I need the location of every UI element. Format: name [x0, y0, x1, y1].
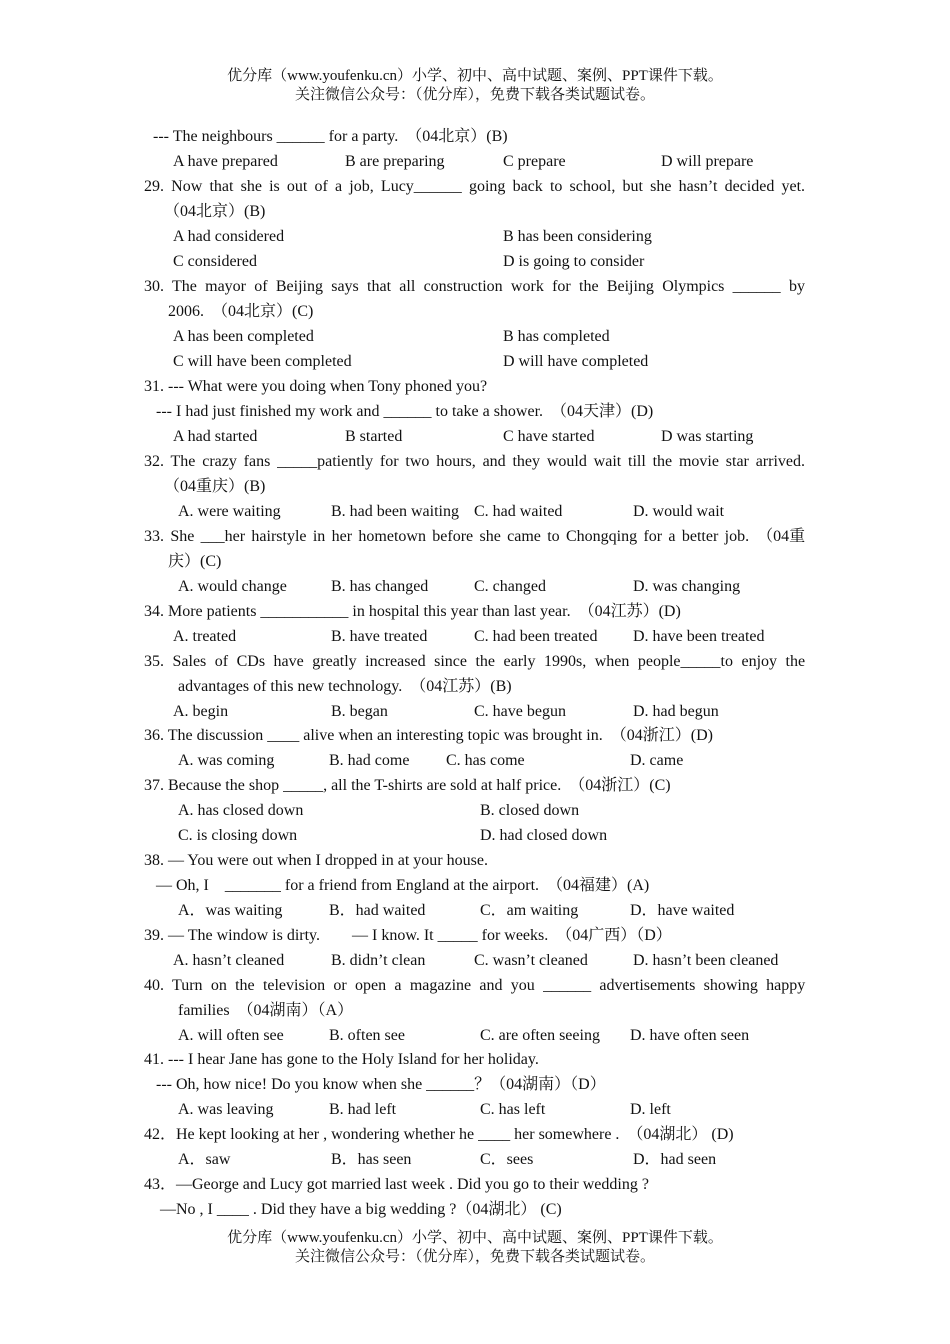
q34-option-d: D. have been treated [633, 628, 765, 645]
q39-stem: 39. — The window is dirty. — I know. It _____ for weeks. （04广西）（D） [144, 927, 672, 944]
q31-stem-line2: --- I had just finished my work and ______ to take a shower. （04天津）(D) [156, 403, 654, 420]
q28-stem: --- The neighbours ______ for a party. （04北京）(B) [153, 128, 508, 145]
page-header-line1: 优分库（www.youfenku.cn）小学、初中、高中试题、案例、PPT课件下载。 [227, 68, 723, 84]
q40-stem-line2: families （04湖南）（A） [178, 1002, 354, 1019]
q32-option-c: C. had waited [474, 503, 563, 520]
q41-option-d: D. left [630, 1101, 671, 1118]
q28-option-d: D will prepare [661, 153, 754, 170]
q31-stem: 31. --- What were you doing when Tony phoned you? [144, 378, 488, 395]
page-footer-line1: 优分库（www.youfenku.cn）小学、初中、高中试题、案例、PPT课件下载。 [227, 1230, 723, 1246]
q31-option-a: A had started [173, 428, 258, 445]
q42-option-c: C．sees [480, 1151, 534, 1168]
page-header-line2: 关注微信公众号：（优分库），免费下载各类试题试卷。 [294, 87, 655, 103]
q41-stem: 41. --- I hear Jane has gone to the Holy Island for her holiday. [144, 1051, 539, 1068]
q39-option-a: A. hasn’t cleaned [173, 952, 285, 969]
q36-stem: 36. The discussion ____ alive when an interesting topic was brought in. （04浙江）(D) [144, 727, 713, 744]
q39-option-c: C. wasn’t cleaned [474, 952, 588, 969]
q32-option-b: B. had been waiting [331, 503, 459, 520]
q30-source: 2006. （04北京）(C) [168, 303, 314, 320]
q32-option-a: A. were waiting [178, 503, 281, 520]
q35-stem-line2: advantages of this new technology. （04江苏）(B) [178, 678, 512, 695]
q41-option-b: B. had left [329, 1101, 397, 1118]
q42-option-b: B．has seen [331, 1151, 412, 1168]
q29-option-c: C considered [173, 253, 257, 270]
q36-option-d: D. came [630, 752, 684, 769]
q42-stem: 42．He kept looking at her , wondering whether he ____ her somewhere . （04湖北） (D) [144, 1126, 734, 1143]
q40-option-d: D. have often seen [630, 1027, 750, 1044]
q38-option-a: A．was waiting [178, 902, 283, 919]
q40-option-b: B. often see [329, 1027, 405, 1044]
q37-option-c: C. is closing down [178, 827, 298, 844]
q32-source: （04重庆）(B) [164, 478, 266, 495]
q41-stem-line2: --- Oh, how nice! Do you know when she ______？（04湖南）（D） [156, 1076, 606, 1093]
page-footer-line2: 关注微信公众号：（优分库），免费下载各类试题试卷。 [294, 1249, 655, 1265]
q29-stem: 29. Now that she is out of a job, Lucy______ going back to school, but she hasn’t decided yet. [144, 178, 806, 195]
q30-option-b: B has completed [503, 328, 610, 345]
q38-option-d: D．have waited [630, 902, 735, 919]
q39-option-d: D. hasn’t been cleaned [633, 952, 779, 969]
q34-stem: 34. More patients ___________ in hospital this year than last year. （04江苏）(D) [144, 603, 681, 620]
q29-source: （04北京）(B) [164, 203, 266, 220]
q34-option-c: C. had been treated [474, 628, 598, 645]
q36-option-c: C. has come [446, 752, 525, 769]
q35-option-c: C. have begun [474, 703, 566, 720]
q32-stem: 32. The crazy fans _____patiently for two hours, and they would wait till the movie star arrived. [144, 453, 805, 470]
q43-stem: 43．—George and Lucy got married last week . Did you go to their wedding ? [144, 1176, 649, 1193]
q31-option-c: C have started [503, 428, 595, 445]
q29-option-a: A had considered [173, 228, 285, 245]
q35-option-b: B. began [331, 703, 388, 720]
q35-option-a: A. begin [173, 703, 229, 720]
q30-option-d: D will have completed [503, 353, 649, 370]
q36-option-a: A. was coming [178, 752, 275, 769]
q40-option-a: A. will often see [178, 1027, 284, 1044]
q41-option-a: A. was leaving [178, 1101, 274, 1118]
q38-option-b: B．had waited [329, 902, 426, 919]
q31-option-d: D was starting [661, 428, 754, 445]
q40-stem: 40. Turn on the television or open a magazine and you ______ advertisements showing happy [144, 977, 806, 994]
q33-source: 庆）(C) [168, 553, 222, 570]
q37-option-b: B. closed down [480, 802, 580, 819]
q35-option-d: D. had begun [633, 703, 719, 720]
q37-option-a: A. has closed down [178, 802, 304, 819]
q37-stem: 37. Because the shop _____, all the T-shirts are sold at half price. （04浙江）(C) [144, 777, 671, 794]
q38-stem: 38. — You were out when I dropped in at your house. [144, 852, 488, 869]
q38-option-c: C．am waiting [480, 902, 579, 919]
q33-option-c: C. changed [474, 578, 546, 595]
q41-option-c: C. has left [480, 1101, 546, 1118]
q35-stem: 35. Sales of CDs have greatly increased since the early 1990s, when people_____to enjoy the [144, 653, 806, 670]
q33-option-a: A. would change [178, 578, 287, 595]
q37-option-d: D. had closed down [480, 827, 608, 844]
q31-option-b: B started [345, 428, 403, 445]
q29-option-d: D is going to consider [503, 253, 645, 270]
q40-option-c: C. are often seeing [480, 1027, 600, 1044]
q32-option-d: D. would wait [633, 503, 725, 520]
q36-option-b: B. had come [329, 752, 410, 769]
q43-stem-line2: —No , I ____ . Did they have a big wedding ?（04湖北） (C) [160, 1201, 562, 1218]
q42-option-a: A．saw [178, 1151, 231, 1168]
q39-option-b: B. didn’t clean [331, 952, 426, 969]
q30-option-c: C will have been completed [173, 353, 352, 370]
q30-stem: 30. The mayor of Beijing says that all construction work for the Beijing Olympics ______ by [144, 278, 805, 295]
q42-option-d: D．had seen [633, 1151, 717, 1168]
q28-option-c: C prepare [503, 153, 566, 170]
q38-stem-line2: — Oh, I _______ for a friend from England at the airport. （04福建）(A) [156, 877, 650, 894]
q33-option-d: D. was changing [633, 578, 741, 595]
q29-option-b: B has been considering [503, 228, 652, 245]
q34-option-a: A. treated [173, 628, 237, 645]
q34-option-b: B. have treated [331, 628, 428, 645]
q28-option-a: A have prepared [173, 153, 278, 170]
q33-option-b: B. has changed [331, 578, 429, 595]
q28-option-b: B are preparing [345, 153, 445, 170]
q33-stem: 33. She ___her hairstyle in her hometown before she came to Chongqing for a better job. （04重 [144, 528, 806, 545]
q30-option-a: A has been completed [173, 328, 314, 345]
